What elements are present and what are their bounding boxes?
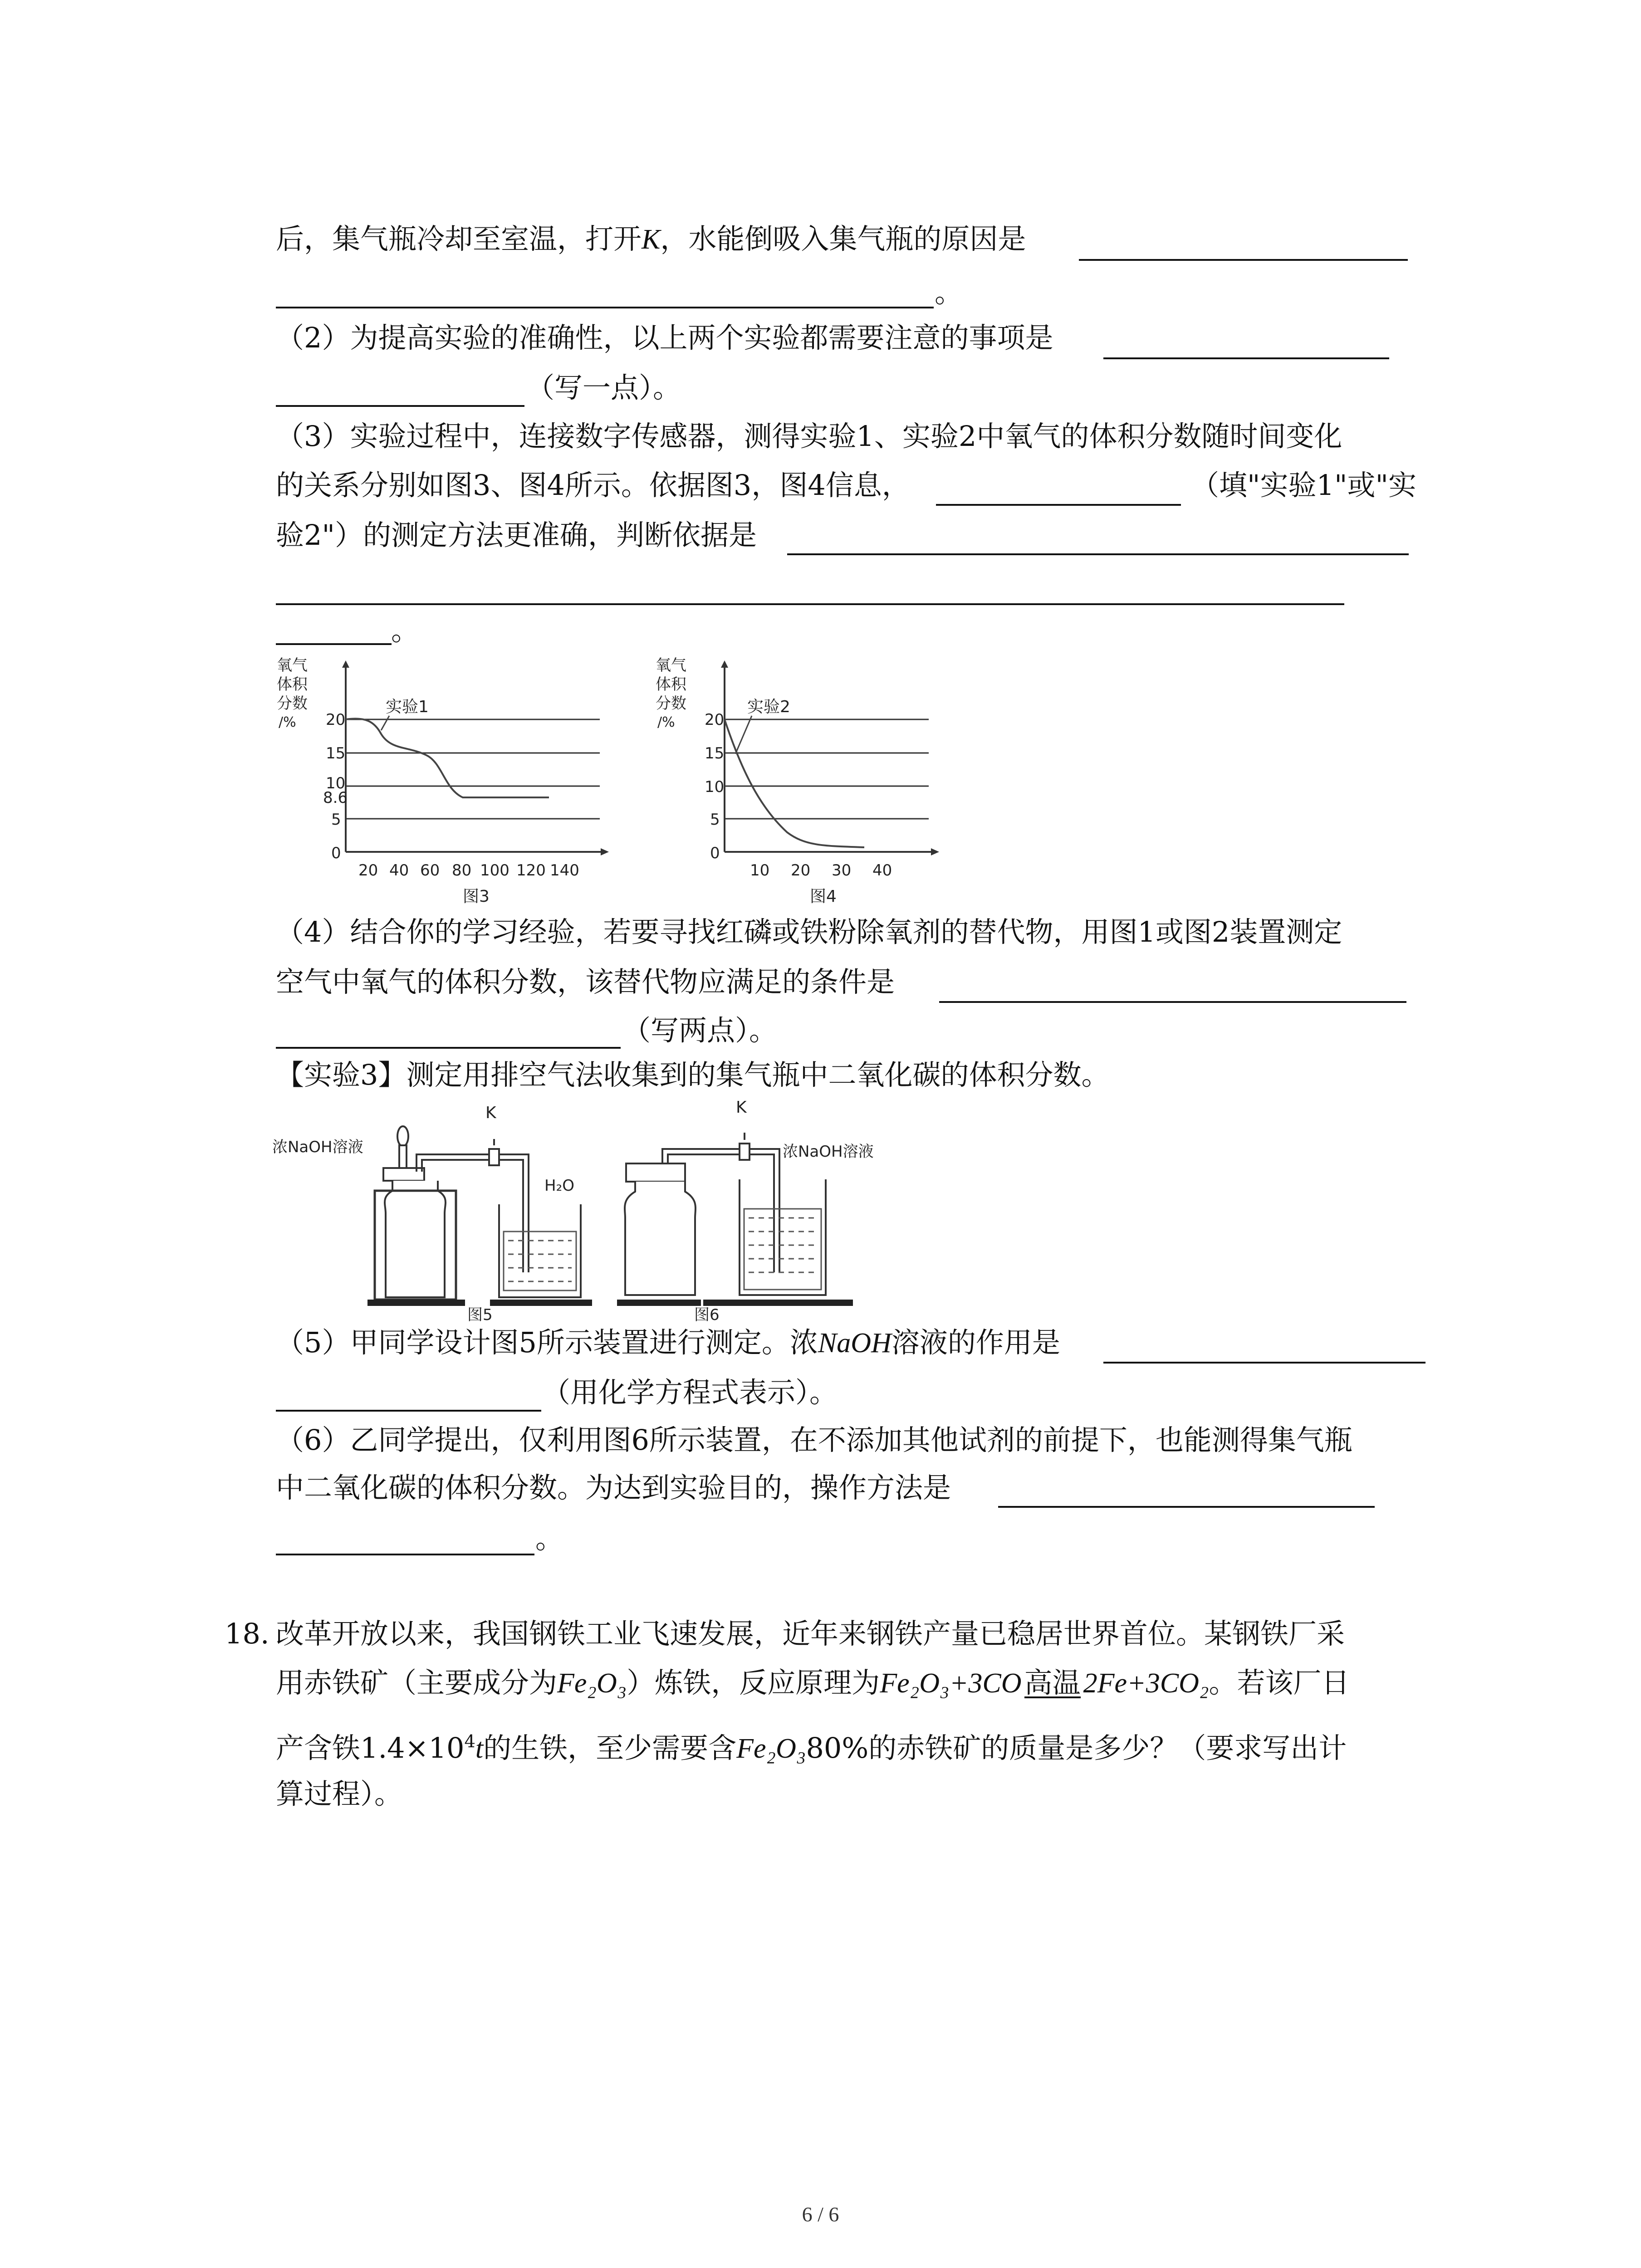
q17-part2-line1: （2）为提高实验的准确性，以上两个实验都需要注意的事项是 [276,321,1053,354]
fig4-series-line [725,719,864,847]
fig3-ylabel-1: 氧气 [277,656,308,675]
equation-left: Fe₂O₃+3CO [880,1668,1022,1699]
naoh-formula: NaOH [818,1328,892,1359]
q18-line1: 改革开放以来，我国钢铁工业飞速发展，近年来钢铁产量已稳居世界首位。某钢铁厂采 [276,1617,1345,1650]
fig6-caption: 图6 [694,1306,720,1322]
fig3-label-pointer [381,716,389,730]
q17-part4-line1: （4）结合你的学习经验，若要寻找红磷或铁粉除氧剂的替代物，用图1或图2装置测定 [276,915,1342,948]
answer-blank-6b[interactable] [276,1554,534,1555]
answer-blank-3c[interactable] [276,603,1344,605]
answer-blank-3a[interactable] [936,504,1181,506]
fig4-ytick-5: 5 [710,811,720,829]
fig4-xtick-20: 20 [791,861,811,880]
fig3-xtick-80: 80 [452,861,472,880]
fig3-xtick-20: 20 [358,861,378,880]
fig5-reagent-label: 浓NaOH溶液 [272,1138,363,1156]
answer-blank-2a[interactable] [1103,357,1389,359]
figure-4-chart [651,653,950,907]
q17-part6-line2: 中二氧化碳的体积分数。为达到实验目的，操作方法是 [276,1471,951,1504]
answer-blank-2b[interactable] [276,405,524,407]
fig5-clamp-k [485,1104,499,1165]
fig3-caption: 图3 [463,887,490,906]
fig3-ytick-5: 5 [331,811,341,829]
q17-part5-line2: （用化学方程式表示）。 [542,1376,838,1409]
fig4-xtick-40: 40 [872,861,892,880]
fig3-xtick-100: 100 [480,861,509,880]
fig4-xtick-10: 10 [750,861,770,880]
fig3-x-arrow [601,848,609,855]
q17-part4-line2: 空气中氧气的体积分数，该替代物应满足的条件是 [276,965,895,998]
q18-line3: 产含铁$1.4\times 10^4t$的生铁，至少需要含Fe₂O₃80%的赤铁矿的质量是多少？（要求写出计 [276,1731,1347,1765]
exponent: 4 [464,1731,475,1752]
fig4-series-label: 实验2 [747,698,790,716]
q18-number: 18. [225,1617,269,1650]
q17-cont-end: 。 [935,276,963,309]
fig6-k-label: K [736,1098,747,1117]
fig3-series-label: 实验1 [386,698,429,716]
answer-blank-1a[interactable] [1079,259,1408,261]
q17-cont-line1: 后，集气瓶冷却至室温，打开K，水能倒吸入集气瓶的原因是 [276,222,1026,255]
fig3-ylabel-3: 分数 [277,694,308,713]
figure-3-chart [272,653,617,907]
q17-part3-line1: （3）实验过程中，连接数字传感器，测得实验1、实验2中氧气的体积分数随时间变化 [276,420,1342,453]
q17-part3-line3: 验2"）的测定方法更准确，判断依据是 [276,518,757,552]
fig4-x-arrow [931,848,939,855]
fig6-clamp-k [736,1098,749,1160]
fig5-k-label: K [485,1104,496,1122]
variable-k: K [642,224,661,255]
fig4-ylabel-4: /% [657,714,675,730]
q17-part3-end: 。 [391,614,420,647]
answer-blank-3d[interactable] [276,643,392,645]
fig5-caption: 图5 [467,1306,493,1322]
q18-line4: 算过程）。 [276,1777,403,1810]
answer-blank-5b[interactable] [276,1410,541,1412]
fig4-label-pointer [735,716,752,754]
fig3-ytick-20: 20 [326,711,346,729]
fig3-ytick-0: 0 [331,844,341,862]
fig6-bottle [617,1163,701,1306]
fig4-caption: 图4 [810,887,837,906]
fig3-y-arrow [342,660,349,668]
answer-blank-1b[interactable] [276,307,934,308]
fig3-ylabel [277,656,308,730]
reaction-condition: 高温 [1024,1665,1081,1701]
fig3-xtick-120: 120 [516,861,546,880]
figure-5-apparatus [272,1095,599,1322]
fig4-ytick-10: 10 [705,778,725,796]
q17-part4-line3: （写两点）。 [622,1014,778,1047]
fig3-xtick-40: 40 [389,861,409,880]
fig4-xtick-30: 30 [832,861,852,880]
q17-part6-line1: （6）乙同学提出，仅利用图6所示装置，在不添加其他试剂的前提下，也能测得集气瓶 [276,1423,1352,1457]
fig4-ytick-20: 20 [705,711,725,729]
answer-blank-6a[interactable] [998,1506,1375,1508]
q17-part3-line2a: 的关系分别如图3、图4所示。依据图3，图4信息， [276,469,910,502]
q17-part5-line1: （5）甲同学设计图5所示装置进行测定。浓NaOH溶液的作用是 [276,1326,1060,1359]
fig4-ytick-0: 0 [710,844,720,862]
fe2o3-formula: Fe₂O₃ [557,1668,627,1699]
fig4-ylabel [656,656,687,730]
fe2o3-formula-2: Fe₂O₃ [736,1733,806,1765]
experiment-3-heading: 【实验3】测定用排空气法收集到的集气瓶中二氧化碳的体积分数。 [276,1058,1110,1091]
fig5-beaker-label: H₂O [544,1177,574,1195]
fig6-beaker [703,1179,853,1306]
q17-part3-line2b: （填"实验1"或"实 [1191,469,1416,502]
q18-line2: 用赤铁矿（主要成分为Fe₂O₃）炼铁，反应原理为Fe₂O₃+3CO高温2Fe+3CO₂。若该厂日 [276,1665,1350,1701]
page-number: 6 / 6 [802,2203,839,2226]
fig6-beaker-label: 浓NaOH溶液 [783,1143,874,1161]
fig4-ytick-15: 15 [705,744,725,763]
fig3-xtick-140: 140 [550,861,579,880]
fig3-ytick-10: 10 [326,774,346,792]
answer-blank-3b[interactable] [787,553,1409,555]
fig5-bottle [367,1168,465,1306]
fig4-y-arrow [721,660,728,668]
fig3-xtick-60: 60 [420,861,440,880]
answer-blank-5a[interactable] [1103,1362,1425,1364]
answer-blank-4b[interactable] [276,1047,621,1049]
fig4-ylabel-3: 分数 [656,694,686,713]
fig3-ytick-8.6: 8.6 [323,789,348,807]
fig5-beaker [490,1204,592,1306]
q17-part6-end: 。 [535,1522,564,1555]
fig4-ylabel-2: 体积 [656,675,686,694]
fig3-ylabel-4: /% [279,714,296,730]
figure-6-apparatus [612,1095,939,1322]
equation-right: 2Fe+3CO₂ [1083,1668,1209,1699]
q17-part2-line2: （写一点）。 [526,371,681,404]
answer-blank-4a[interactable] [939,1001,1406,1003]
fig4-ylabel-1: 氧气 [656,656,686,675]
fig3-ytick-15: 15 [326,744,346,763]
fig3-ylabel-2: 体积 [277,675,308,694]
unit-t: t [475,1733,484,1765]
